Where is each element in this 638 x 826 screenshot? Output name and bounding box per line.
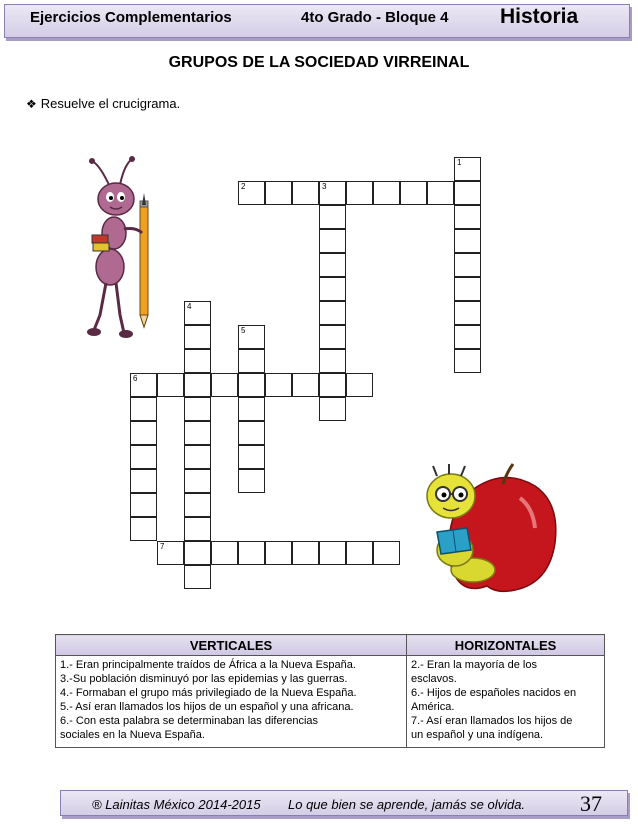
crossword-number: 5 — [241, 326, 246, 335]
crossword-cell[interactable] — [319, 301, 346, 325]
crossword-cell[interactable] — [184, 421, 211, 445]
diamond-bullet-icon: ❖ — [26, 97, 37, 111]
crossword-cell[interactable] — [184, 565, 211, 589]
crossword-cell[interactable] — [238, 421, 265, 445]
crossword-cell[interactable] — [319, 541, 346, 565]
crossword-cell[interactable] — [130, 469, 157, 493]
crossword-cell[interactable] — [454, 205, 481, 229]
crossword-cell[interactable] — [346, 181, 373, 205]
crossword-cell[interactable] — [319, 277, 346, 301]
clue-horizontal-7: 7.- Así eran llamados los hijos de — [411, 715, 573, 727]
clue-horizontal-7-cont: un español y una indígena. — [411, 729, 544, 741]
crossword-number: 7 — [160, 542, 165, 551]
clue-vertical-6-cont: sociales en la Nueva España. — [60, 729, 205, 741]
crossword-cell[interactable] — [454, 181, 481, 205]
crossword-cell[interactable] — [373, 541, 400, 565]
crossword-cell[interactable] — [454, 325, 481, 349]
crossword-cell[interactable] — [184, 493, 211, 517]
crossword-cell[interactable] — [292, 181, 319, 205]
footer-copyright: ® Lainitas México 2014-2015 — [92, 797, 261, 812]
crossword-cell[interactable] — [454, 157, 481, 181]
crossword-cell[interactable] — [319, 349, 346, 373]
bookworm-apple-icon — [415, 458, 560, 598]
crossword-cell[interactable] — [265, 373, 292, 397]
crossword-cell[interactable] — [157, 541, 184, 565]
clue-vertical-5: 5.- Así eran llamados los hijos de un español y una africana. — [60, 701, 354, 713]
ant-with-pencil-icon — [80, 155, 162, 340]
page-number: 37 — [580, 791, 602, 816]
crossword-cell[interactable] — [184, 349, 211, 373]
crossword-cell[interactable] — [184, 469, 211, 493]
crossword-cell[interactable] — [238, 181, 265, 205]
crossword-cell[interactable] — [373, 181, 400, 205]
crossword-cell[interactable] — [319, 205, 346, 229]
crossword-cell[interactable] — [454, 277, 481, 301]
crossword-cell[interactable] — [238, 325, 265, 349]
crossword-cell[interactable] — [319, 397, 346, 421]
page-title: GRUPOS DE LA SOCIEDAD VIRREINAL — [168, 54, 470, 71]
crossword-cell[interactable] — [400, 181, 427, 205]
header-grade: 4to Grado - Bloque 4 — [301, 9, 449, 26]
crossword-cell[interactable] — [184, 397, 211, 421]
crossword-cell[interactable] — [454, 253, 481, 277]
crossword-cell[interactable] — [184, 325, 211, 349]
crossword-cell[interactable] — [238, 445, 265, 469]
crossword-cell[interactable] — [292, 373, 319, 397]
crossword-cell[interactable] — [211, 541, 238, 565]
crossword-number: 1 — [457, 158, 462, 167]
verticales-clues — [56, 656, 407, 748]
crossword-cell[interactable] — [238, 397, 265, 421]
crossword-number: 6 — [133, 374, 138, 383]
crossword-cell[interactable] — [238, 469, 265, 493]
crossword-cell[interactable] — [319, 229, 346, 253]
crossword-cell[interactable] — [130, 493, 157, 517]
clue-horizontal-2: 2.- Eran la mayoría de los — [411, 659, 537, 671]
clue-horizontal-6: 6.- Hijos de españoles nacidos en — [411, 687, 577, 699]
clue-horizontal-6-cont: América. — [411, 701, 455, 713]
header-subject: Ejercicios Complementarios — [30, 9, 232, 26]
header-topic: Historia — [500, 5, 579, 28]
crossword-cell[interactable] — [184, 445, 211, 469]
clue-vertical-6: 6.- Con esta palabra se determinaban las diferencias — [60, 715, 319, 727]
crossword-cell[interactable] — [238, 541, 265, 565]
instruction-text: Resuelve el crucigrama. — [40, 96, 181, 111]
crossword-cell[interactable] — [130, 445, 157, 469]
crossword-cell[interactable] — [211, 373, 238, 397]
crossword-cell[interactable] — [454, 229, 481, 253]
crossword-cell[interactable] — [130, 421, 157, 445]
clue-vertical-3: 3.-Su población disminuyó por las epidemias y las guerras. — [60, 673, 348, 685]
crossword-cell[interactable] — [319, 181, 346, 205]
crossword-cell[interactable] — [184, 517, 211, 541]
crossword-number: 4 — [187, 302, 192, 311]
clue-table — [55, 634, 605, 748]
crossword-cell[interactable] — [346, 373, 373, 397]
crossword-number: 3 — [322, 182, 327, 191]
crossword-cell[interactable] — [157, 373, 184, 397]
crossword-cell[interactable] — [184, 541, 211, 565]
crossword-cell[interactable] — [319, 325, 346, 349]
crossword-cell[interactable] — [184, 301, 211, 325]
crossword-number: 2 — [241, 182, 246, 191]
crossword-cell[interactable] — [292, 541, 319, 565]
crossword-cell[interactable] — [454, 349, 481, 373]
crossword-cell[interactable] — [130, 373, 157, 397]
horizontales-clues — [407, 656, 605, 748]
crossword-cell[interactable] — [427, 181, 454, 205]
crossword-cell[interactable] — [319, 253, 346, 277]
crossword-cell[interactable] — [238, 349, 265, 373]
verticales-header: VERTICALES — [56, 635, 407, 656]
clue-vertical-4: 4.- Formaban el grupo más privilegiado de la Nueva España. — [60, 687, 357, 699]
crossword-cell[interactable] — [238, 373, 265, 397]
crossword-cell[interactable] — [130, 397, 157, 421]
crossword-cell[interactable] — [130, 517, 157, 541]
crossword-cell[interactable] — [319, 373, 346, 397]
instruction — [26, 96, 180, 111]
horizontales-header: HORIZONTALES — [407, 635, 605, 656]
crossword-cell[interactable] — [346, 541, 373, 565]
crossword-cell[interactable] — [454, 301, 481, 325]
clue-vertical-1: 1.- Eran principalmente traídos de África a la Nueva España. — [60, 659, 356, 671]
crossword-cell[interactable] — [265, 541, 292, 565]
clue-horizontal-2-cont: esclavos. — [411, 673, 457, 685]
crossword-cell[interactable] — [265, 181, 292, 205]
crossword-cell[interactable] — [184, 373, 211, 397]
footer-motto: Lo que bien se aprende, jamás se olvida. — [288, 797, 526, 812]
